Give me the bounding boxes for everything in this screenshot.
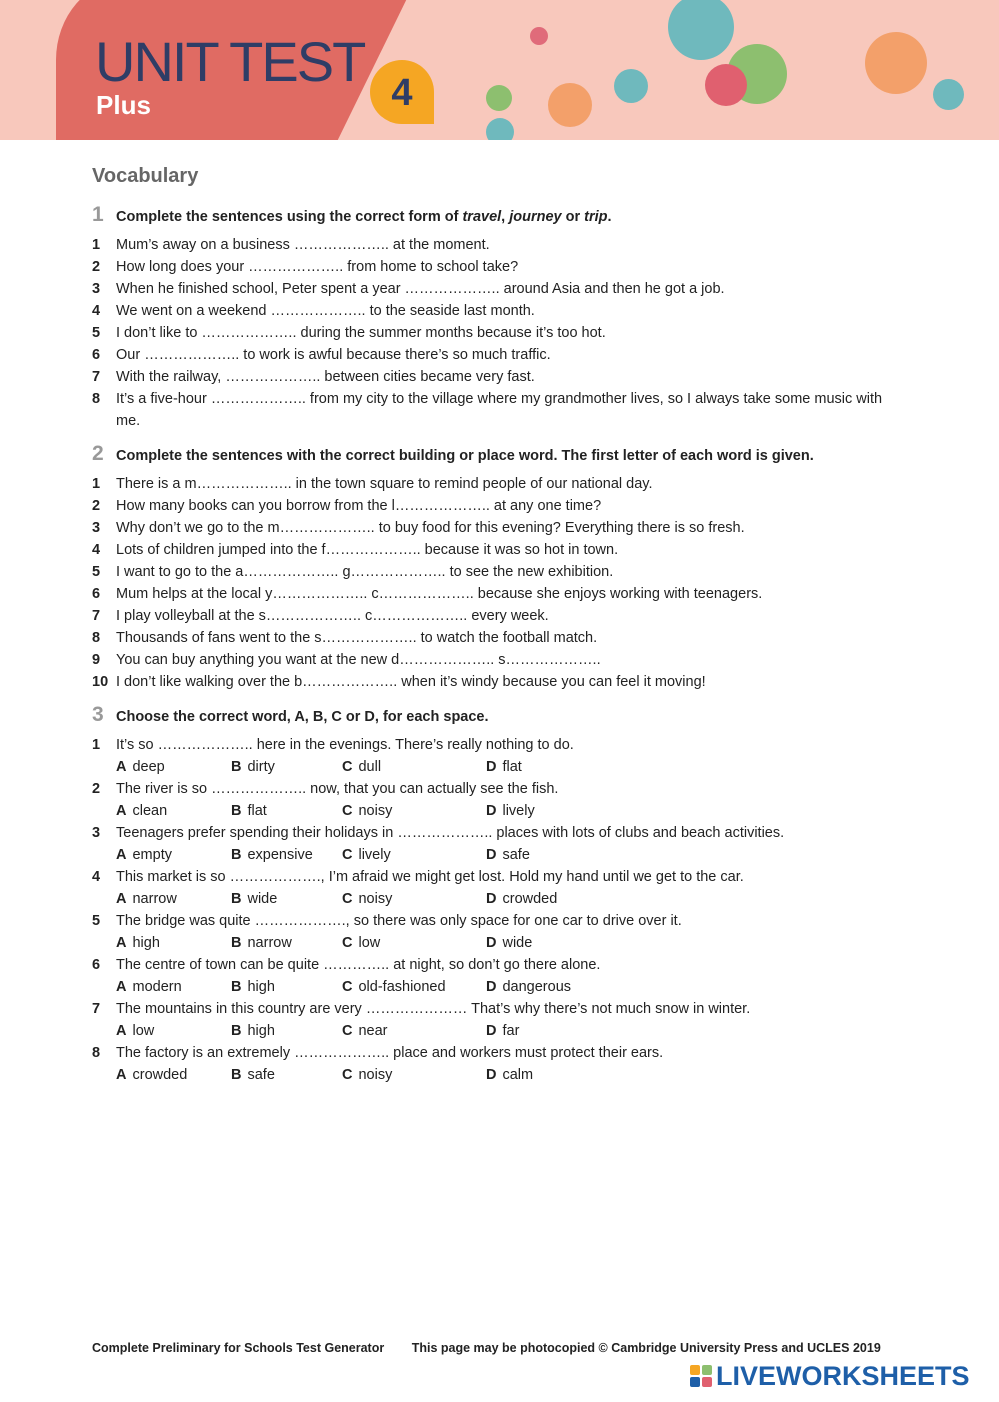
list-item [92, 473, 892, 495]
answer-option[interactable] [231, 844, 342, 866]
liveworksheets-logo-icon [690, 1365, 712, 1387]
answer-option[interactable] [116, 844, 231, 866]
item-number: 2 [92, 498, 101, 514]
item-text: When he finished school, Peter spent a year ……………….. around Asia and then he got a job. [116, 281, 725, 297]
option-letter: A [116, 847, 127, 863]
answer-option[interactable] [231, 1020, 342, 1042]
list-item [92, 910, 892, 932]
item-number: 1 [92, 737, 101, 753]
option-letter: C [342, 847, 353, 863]
answer-option[interactable] [116, 1020, 231, 1042]
section-heading: Vocabulary [92, 165, 199, 187]
option-letter: B [231, 759, 242, 775]
option-letter: D [486, 979, 497, 995]
option-word: deep [132, 759, 165, 775]
list-item [92, 256, 892, 278]
answer-option[interactable] [486, 1064, 606, 1086]
option-word: narrow [247, 935, 292, 951]
list-item [92, 300, 892, 322]
item-text: It’s a five-hour ……………….. from my city to the village where my grandmother lives, so I always take some music with me. [116, 391, 883, 429]
decor-dot [548, 83, 592, 127]
item-number: 6 [92, 586, 101, 602]
exercise-header [92, 203, 892, 227]
answer-option[interactable] [486, 888, 606, 910]
list-item [92, 866, 892, 888]
option-word: high [247, 1023, 275, 1039]
page-title: UNIT TEST [95, 30, 365, 93]
option-letter: B [231, 1067, 242, 1083]
exercise-items [92, 734, 892, 1086]
item-text: Mum helps at the local y……………….. c……………….. because she enjoys working with teenagers. [116, 586, 763, 602]
option-letter: B [231, 1023, 242, 1039]
option-word: wide [247, 891, 278, 907]
item-number: 1 [92, 476, 101, 492]
item-number: 8 [92, 630, 101, 646]
list-item [92, 344, 892, 366]
list-item [92, 954, 892, 976]
list-item [92, 561, 892, 583]
item-number: 3 [92, 520, 101, 536]
item-number: 2 [92, 259, 101, 275]
unit-number-badge: 4 [370, 60, 434, 124]
item-number: 7 [92, 608, 101, 624]
option-word: lively [502, 803, 535, 819]
option-letter: A [116, 1023, 127, 1039]
item-text: The centre of town can be quite ………….. at night, so don’t go there alone. [116, 957, 601, 973]
answer-options [92, 1064, 892, 1086]
list-item [92, 671, 892, 693]
answer-option[interactable] [342, 800, 486, 822]
list-item [92, 627, 892, 649]
item-text: Lots of children jumped into the f……………….. because it was so hot in town. [116, 542, 619, 558]
item-text: The factory is an extremely ……………….. place and workers must protect their ears. [116, 1045, 664, 1061]
option-letter: C [342, 759, 353, 775]
answer-option[interactable] [231, 1064, 342, 1086]
option-word: empty [132, 847, 172, 863]
answer-options [92, 756, 892, 778]
list-item [92, 278, 892, 300]
answer-options [92, 1020, 892, 1042]
list-item [92, 649, 892, 671]
item-text: Teenagers prefer spending their holidays in ……………….. places with lots of clubs and beach activities. [116, 825, 785, 841]
item-number: 5 [92, 325, 101, 341]
answer-option[interactable] [342, 888, 486, 910]
decor-dot [865, 32, 927, 94]
item-text: With the railway, ……………….. between cities became very fast. [116, 369, 535, 385]
option-word: noisy [358, 1067, 393, 1083]
answer-option[interactable] [486, 932, 606, 954]
item-number: 8 [92, 391, 101, 407]
option-letter: D [486, 935, 497, 951]
answer-option[interactable] [486, 844, 606, 866]
option-word: crowded [132, 1067, 188, 1083]
item-number: 4 [92, 869, 101, 885]
option-word: near [358, 1023, 388, 1039]
decor-dot [614, 69, 648, 103]
option-letter: B [231, 935, 242, 951]
option-word: low [358, 935, 381, 951]
answer-option[interactable] [116, 756, 231, 778]
item-number: 5 [92, 564, 101, 580]
list-item [92, 734, 892, 756]
list-item [92, 539, 892, 561]
option-letter: D [486, 891, 497, 907]
option-letter: A [116, 759, 127, 775]
item-number: 9 [92, 652, 101, 668]
option-word: flat [502, 759, 522, 775]
option-word: noisy [358, 891, 393, 907]
list-item [92, 366, 892, 388]
option-letter: D [486, 759, 497, 775]
option-letter: D [486, 1023, 497, 1039]
item-number: 2 [92, 781, 101, 797]
list-item [92, 778, 892, 800]
option-word: old-fashioned [358, 979, 446, 995]
exercise-3 [92, 703, 892, 1086]
exercise-number: 2 [92, 442, 104, 465]
option-word: lively [358, 847, 391, 863]
exercise-instruction: Complete the sentences with the correct building or place word. The first letter of each word is given. [116, 448, 814, 464]
item-text: We went on a weekend ……………….. to the seaside last month. [116, 303, 535, 319]
option-word: low [132, 1023, 155, 1039]
item-text: Why don’t we go to the m……………….. to buy food for this evening? Everything there is so fresh. [116, 520, 745, 536]
answer-option[interactable] [231, 932, 342, 954]
item-number: 7 [92, 369, 101, 385]
answer-option[interactable] [486, 800, 606, 822]
exercise-header [92, 703, 892, 727]
item-text: Thousands of fans went to the s……………….. to watch the football match. [116, 630, 598, 646]
decor-dot [668, 0, 734, 60]
item-number: 6 [92, 957, 101, 973]
option-word: calm [502, 1067, 534, 1083]
liveworksheets-text: LIVEWORKSHEETS [716, 1360, 970, 1391]
item-number: 1 [92, 237, 101, 253]
footer-right-text: This page may be photocopied © Cambridge University Press and UCLES 2019 [411, 1341, 881, 1355]
answer-option[interactable] [231, 888, 342, 910]
item-text: I don’t like walking over the b……………….. when it’s windy because you can feel it moving! [116, 674, 706, 690]
option-word: clean [132, 803, 168, 819]
answer-option[interactable] [116, 888, 231, 910]
item-number: 7 [92, 1001, 101, 1017]
option-word: expensive [247, 847, 313, 863]
option-letter: C [342, 1023, 353, 1039]
exercise-instruction: Complete the sentences using the correct form of travel, journey or trip. [116, 209, 612, 225]
list-item [92, 234, 892, 256]
answer-option[interactable] [116, 800, 231, 822]
option-letter: A [116, 891, 127, 907]
item-text: You can buy anything you want at the new d……………….. s……………….. [116, 652, 601, 668]
answer-options [92, 844, 892, 866]
item-number: 3 [92, 825, 101, 841]
decor-dot [530, 27, 548, 45]
option-word: dangerous [502, 979, 572, 995]
option-letter: C [342, 979, 353, 995]
answer-option[interactable] [231, 976, 342, 998]
liveworksheets-watermark [690, 1360, 970, 1392]
item-text: Mum’s away on a business ……………….. at the moment. [116, 237, 490, 253]
option-letter: C [342, 935, 353, 951]
option-word: high [247, 979, 275, 995]
answer-option[interactable] [116, 1064, 231, 1086]
list-item [92, 388, 892, 432]
option-letter: A [116, 803, 127, 819]
exercise-number: 3 [92, 703, 104, 726]
answer-option[interactable] [486, 756, 606, 778]
option-letter: B [231, 891, 242, 907]
item-text: There is a m……………….. in the town square to remind people of our national day. [116, 476, 653, 492]
page-subtitle: Plus [96, 90, 151, 120]
answer-option[interactable] [486, 1020, 606, 1042]
list-item [92, 322, 892, 344]
decor-dot [933, 79, 964, 110]
item-number: 4 [92, 542, 101, 558]
item-text: Our ……………….. to work is awful because there’s so much traffic. [116, 347, 551, 363]
item-number: 10 [92, 674, 109, 690]
answer-option[interactable] [342, 976, 486, 998]
decor-dot [705, 64, 747, 106]
option-word: modern [132, 979, 182, 995]
item-number: 5 [92, 913, 101, 929]
decor-dot [486, 118, 514, 140]
option-word: dull [358, 759, 382, 775]
page-footer [92, 1341, 881, 1355]
exercise-number: 1 [92, 203, 104, 226]
option-letter: B [231, 979, 242, 995]
option-letter: C [342, 1067, 353, 1083]
option-letter: D [486, 803, 497, 819]
item-text: The bridge was quite ………………., so there was only space for one car to drive over it. [116, 913, 682, 929]
decor-dot [486, 85, 512, 111]
answer-option[interactable] [342, 1020, 486, 1042]
exercise-instruction: Choose the correct word, A, B, C or D, for each space. [116, 709, 489, 725]
answer-option[interactable] [342, 1064, 486, 1086]
option-word: noisy [358, 803, 393, 819]
option-letter: B [231, 847, 242, 863]
item-text: I play volleyball at the s……………….. c……………….. every week. [116, 608, 549, 624]
option-word: narrow [132, 891, 177, 907]
answer-option[interactable] [116, 932, 231, 954]
item-text: I don’t like to ……………….. during the summer months because it’s too hot. [116, 325, 606, 341]
item-text: The mountains in this country are very ………………… That’s why there’s not much snow in winter. [116, 1001, 751, 1017]
answer-options [92, 932, 892, 954]
answer-option[interactable] [116, 976, 231, 998]
option-word: wide [502, 935, 533, 951]
answer-option[interactable] [342, 932, 486, 954]
header-banner [0, 0, 999, 140]
item-text: This market is so ………………., I’m afraid we might get lost. Hold my hand until we get to the car. [116, 869, 744, 885]
worksheet-content [92, 165, 892, 1096]
option-letter: B [231, 803, 242, 819]
answer-options [92, 976, 892, 998]
option-word: flat [247, 803, 267, 819]
option-word: high [132, 935, 160, 951]
item-number: 6 [92, 347, 101, 363]
option-word: safe [502, 847, 530, 863]
exercise-items [92, 473, 892, 693]
answer-option[interactable] [231, 756, 342, 778]
list-item [92, 998, 892, 1020]
list-item [92, 605, 892, 627]
option-word: far [502, 1023, 520, 1039]
option-letter: D [486, 1067, 497, 1083]
item-text: How many books can you borrow from the l……………….. at any one time? [116, 498, 602, 514]
answer-options [92, 800, 892, 822]
list-item [92, 495, 892, 517]
item-text: How long does your ……………….. from home to school take? [116, 259, 519, 275]
option-letter: A [116, 935, 127, 951]
item-text: It’s so ……………….. here in the evenings. There’s really nothing to do. [116, 737, 574, 753]
list-item [92, 583, 892, 605]
answer-option[interactable] [231, 800, 342, 822]
option-letter: A [116, 979, 127, 995]
list-item [92, 517, 892, 539]
answer-option[interactable] [342, 756, 486, 778]
item-number: 4 [92, 303, 101, 319]
item-text: I want to go to the a……………….. g……………….. to see the new exhibition. [116, 564, 614, 580]
option-letter: D [486, 847, 497, 863]
option-word: safe [247, 1067, 275, 1083]
exercise-header [92, 442, 892, 466]
option-letter: A [116, 1067, 127, 1083]
option-letter: C [342, 891, 353, 907]
option-word: crowded [502, 891, 558, 907]
answer-options [92, 888, 892, 910]
option-letter: C [342, 803, 353, 819]
exercise-items [92, 234, 892, 432]
item-number: 3 [92, 281, 101, 297]
item-text: The river is so ……………….. now, that you can actually see the fish. [116, 781, 559, 797]
exercise-2 [92, 442, 892, 693]
answer-option[interactable] [342, 844, 486, 866]
footer-left-text: Complete Preliminary for Schools Test Generator [92, 1341, 385, 1355]
list-item [92, 822, 892, 844]
answer-option[interactable] [486, 976, 606, 998]
exercise-1 [92, 203, 892, 432]
item-number: 8 [92, 1045, 101, 1061]
option-word: dirty [247, 759, 275, 775]
list-item [92, 1042, 892, 1064]
